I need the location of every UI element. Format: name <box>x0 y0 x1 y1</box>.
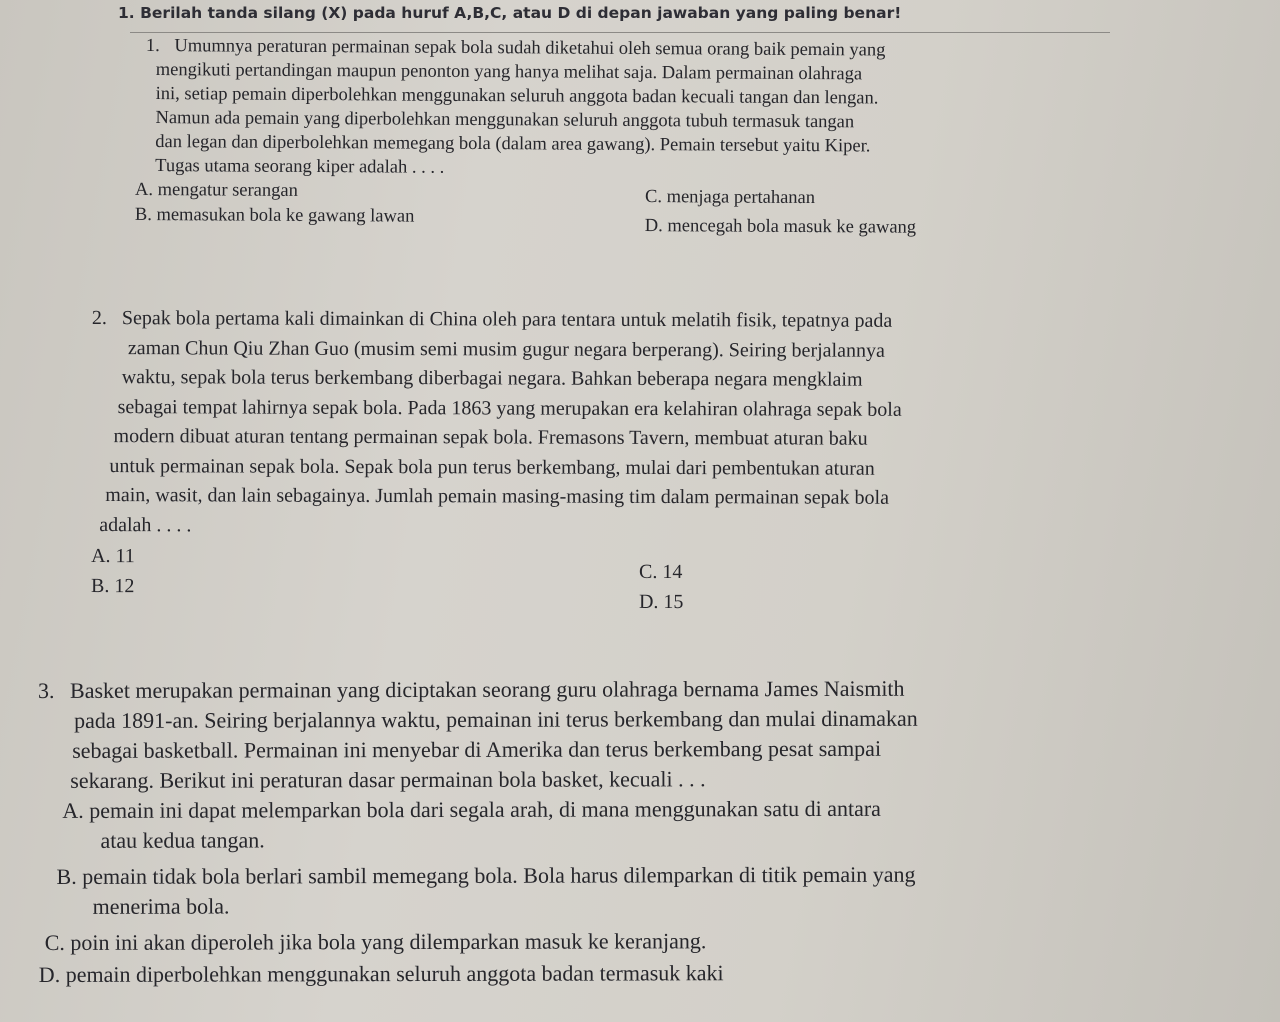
question-2-option-d[interactable]: D. 15 <box>638 590 684 614</box>
question-1-line-1: Umumnya peraturan permainan sepak bola sudah diketahui oleh semua orang baik pemain yang <box>174 36 886 61</box>
question-3-line-1: Basket merupakan permainan yang diciptakan seorang guru olahraga bernama James Naismith <box>70 675 905 703</box>
question-3-option-a-line-2: atau kedua tangan. <box>100 827 265 853</box>
question-3-option-a-line-1: A. pemain ini dapat melemparkan bola dari segala arah, di mana menggunakan satu di antara <box>62 795 881 823</box>
question-1-number: 1. <box>145 35 160 57</box>
question-2-line-2: zaman Chun Qiu Zhan Guo (musim semi musim gugur negara berperang). Seiring berjalannya <box>127 336 885 362</box>
question-2-line-3: waktu, sepak bola terus berkembang diberbagai negara. Bahkan beberapa negara mengklaim <box>121 366 863 391</box>
question-2-option-b[interactable]: B. 12 <box>90 574 135 598</box>
instruction-number: 1. <box>118 4 135 22</box>
question-1-line-2: mengikuti pertandingan maupun penonton yang hanya melihat saja. Dalam permainan olahraga <box>155 60 863 85</box>
question-2-line-4: sebagai tempat lahirnya sepak bola. Pada 1863 yang merupakan era kelahiran olahraga sepak bola <box>117 395 902 421</box>
question-2 <box>91 304 1122 638</box>
question-1-option-d[interactable]: D. mencegah bola masuk ke gawang <box>644 216 917 238</box>
question-3-option-a[interactable] <box>38 793 1148 856</box>
question-3-line-3: sebagai basketball. Permainan ini menyebar di Amerika dan terus berkembang pesat sampai <box>72 735 882 763</box>
question-1-line-6: Tugas utama seorang kiper adalah . . . . <box>155 156 445 178</box>
question-1-option-a[interactable]: A. mengatur serangan <box>134 179 298 201</box>
question-2-line-6: untuk permainan sepak bola. Sepak bola pun terus berkembang, mulai dari pembentukan aturan <box>109 454 875 480</box>
question-2-line-5: modern dibuat aturan tentang permainan sepak bola. Fremasons Tavern, membuat aturan baku <box>113 425 868 450</box>
instruction-line <box>118 4 901 22</box>
instruction-text: Berilah tanda silang (X) pada huruf A,B,C, atau D di depan jawaban yang paling benar! <box>140 4 902 22</box>
question-1-line-5: dan legan dan diperbolehkan memegang bola (dalam area gawang). Pemain tersebut yaitu Kiper. <box>155 132 871 157</box>
top-rule <box>130 32 1110 33</box>
question-3-option-c[interactable] <box>39 925 1149 958</box>
question-3-option-b-line-1: B. pemain tidak bola berlari sambil memegang bola. Bola harus dilemparkan di titik pemain yang <box>56 861 916 889</box>
question-1-option-c[interactable]: C. menjaga pertahanan <box>644 187 816 209</box>
question-2-option-c[interactable]: C. 14 <box>639 560 683 584</box>
question-2-line-7: main, wasit, dan lain sebagainya. Jumlah pemain masing-masing tim dalam permainan sepak bola <box>105 484 890 509</box>
question-3-option-d[interactable] <box>39 957 1149 990</box>
question-3-option-b[interactable] <box>38 859 1148 922</box>
question-3-option-b-line-2: menerima bola. <box>92 893 230 919</box>
question-3-number: 3. <box>38 677 55 703</box>
question-2-line-1: Sepak bola pertama kali dimainkan di China oleh para tentara untuk melatih fisik, tepatnya pada <box>121 307 893 332</box>
question-3-line-2: pada 1891-an. Seiring berjalannya waktu, pemainan ini terus berkembang dan mulai dinamakan <box>74 705 918 733</box>
question-3-option-c-line-1: C. poin ini akan diperoleh jika bola yang dilemparkan masuk ke keranjang. <box>44 928 707 955</box>
question-2-line-8: adalah . . . . <box>99 513 192 536</box>
question-1-line-4: Namun ada pemain yang diperbolehkan menggunakan seluruh anggota tubuh termasuk tangan <box>155 108 855 133</box>
question-1-option-b[interactable]: B. memasukan bola ke gawang lawan <box>134 204 415 227</box>
question-1-line-3: ini, setiap pemain diperbolehkan menggunakan seluruh anggota badan kecuali tangan dan lengan. <box>155 84 879 109</box>
question-3-line-4: sekarang. Berikut ini peraturan dasar permainan bola basket, kecuali . . . <box>70 766 706 793</box>
question-2-number: 2. <box>91 306 107 330</box>
question-3-option-d-line-1: D. pemain diperbolehkan menggunakan seluruh anggota badan termasuk kaki <box>38 960 724 987</box>
question-1 <box>134 34 1116 238</box>
question-2-option-a[interactable]: A. 11 <box>91 544 135 568</box>
question-3 <box>38 673 1149 990</box>
